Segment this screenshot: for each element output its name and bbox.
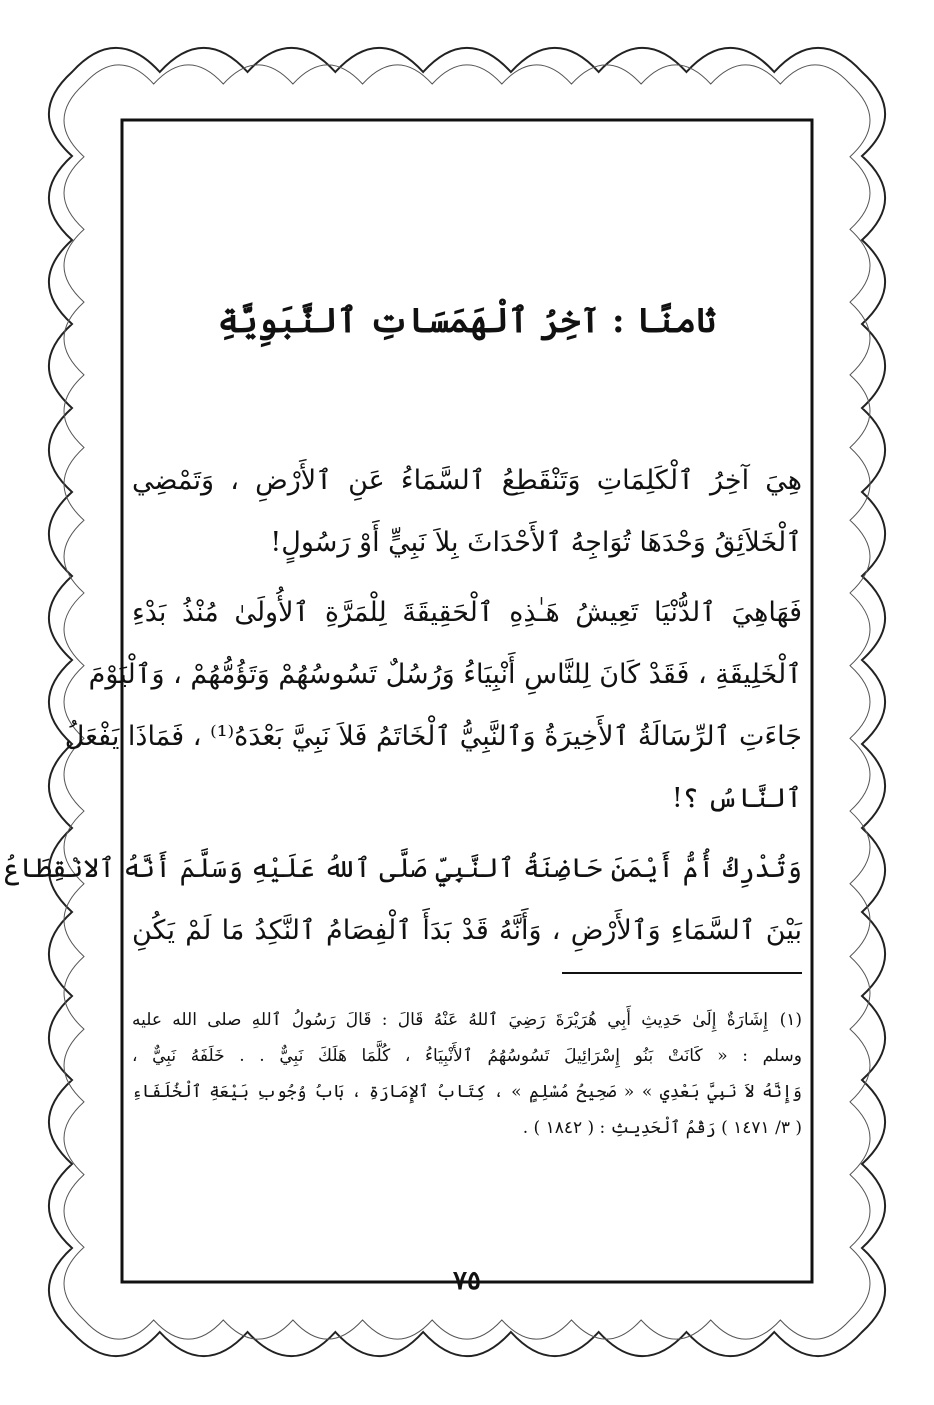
footnote-separator — [562, 972, 802, 974]
body-text — [4, 450, 802, 970]
page-number: ٧٥ — [453, 1266, 481, 1296]
paragraph-1 — [132, 450, 802, 574]
section-title: ثامنًا : آخِرُ ٱلْهَمَسَاتِ ٱلنَّبَوِيَّةِ — [217, 301, 717, 341]
text-line: بَيْنَ ٱلسَّمَاءِ وَٱلأَرْضِ ، وَأَنَّهُ قَدْ بَدَأَ ٱلْفِصَامُ ٱلنَّكِدُ مَا لَمْ يَكُنِ — [132, 915, 802, 946]
footnote-line: وسلم : « كَانَتْ بَنُو إِسْرَائِيلَ تَسُوسُهُمُ ٱلأَنْبِيَاءُ ، كُلَّمَا هَلَكَ نَبِيٌّ . . خَلَفَهُ نَبِيٌّ ، — [132, 1046, 802, 1066]
footnote-text: إِشَارَةٌ إِلَىٰ حَدِيثِ أَبِي هُرَيْرَةَ رَضِيَ ٱللهُ عَنْهُ قَالَ : قَالَ رَسُولُ ٱللهِ صلى الله عليه — [132, 1010, 768, 1030]
paragraph-3 — [4, 838, 802, 962]
paragraph-2 — [64, 582, 802, 830]
text-line: هِيَ آخِرُ ٱلْكَلِمَاتِ وَتَنْقَطِعُ ٱلسَّمَاءُ عَنِ ٱلأَرْضِ ، وَتَمْضِي — [132, 465, 802, 496]
text-line: وَتُدْرِكُ أُمُّ أَيْمَنَ حَاضِنَةُ ٱلنَّبِيِّ صَلَّى ٱللهُ عَلَيْهِ وَسَلَّمَ أَنَّهُ ٱلانْقِطَاعُ — [4, 853, 802, 884]
text-line: فَهَاهِيَ ٱلدُّنْيَا تَعِيشُ هَـٰذِهِ ٱلْحَقِيقَةَ لِلْمَرَّةِ ٱلأُولَىٰ مُنْذُ بَدْءِ — [132, 597, 802, 628]
footnote-line: ( ٣/ ١٤٧١ ) رَقْمُ ٱلْحَدِيثِ : ( ١٨٤٢ ) . — [522, 1118, 802, 1138]
text-line: جَاءَتِ ٱلرِّسَالَةُ ٱلأَخِيرَةُ وَٱلنَّبِيُّ ٱلْخَاتَمُ فَلاَ نَبِيَّ بَعْدَهُ⁽¹⁾ ، فَمَاذَا يَفْعَلُ — [64, 721, 802, 752]
footnote — [132, 1002, 802, 1146]
footnote-number: (١) — [779, 1010, 802, 1030]
text-line: ٱلنَّاسُ ؟! — [671, 783, 802, 814]
page-content — [4, 120, 812, 1296]
footnote-line — [132, 1002, 802, 1038]
text-line: ٱلْخَلِيقَةِ ، فَقَدْ كَانَ لِلنَّاسِ أَنْبِيَاءُ وَرُسُلٌ تَسُوسُهُمْ وَتَؤُمُّهُمْ ، وَٱلْيَوْمَ — [88, 659, 802, 690]
text-line: ٱلْخَلاَئِقُ وَحْدَهَا تُوَاجِهُ ٱلأَحْدَاثَ بِلاَ نَبِيٍّ أَوْ رَسُولٍ! — [270, 527, 802, 558]
footnote-line: وَإِنَّهُ لاَ نَبِيَّ بَعْدِي » « صَحِيحُ مُسْلِمٍ » ، كِتَابُ ٱلإِمَارَةِ ، بَابُ وُجُوبِ بَيْعَةِ ٱلْخُلَفَاءِ — [132, 1082, 802, 1102]
